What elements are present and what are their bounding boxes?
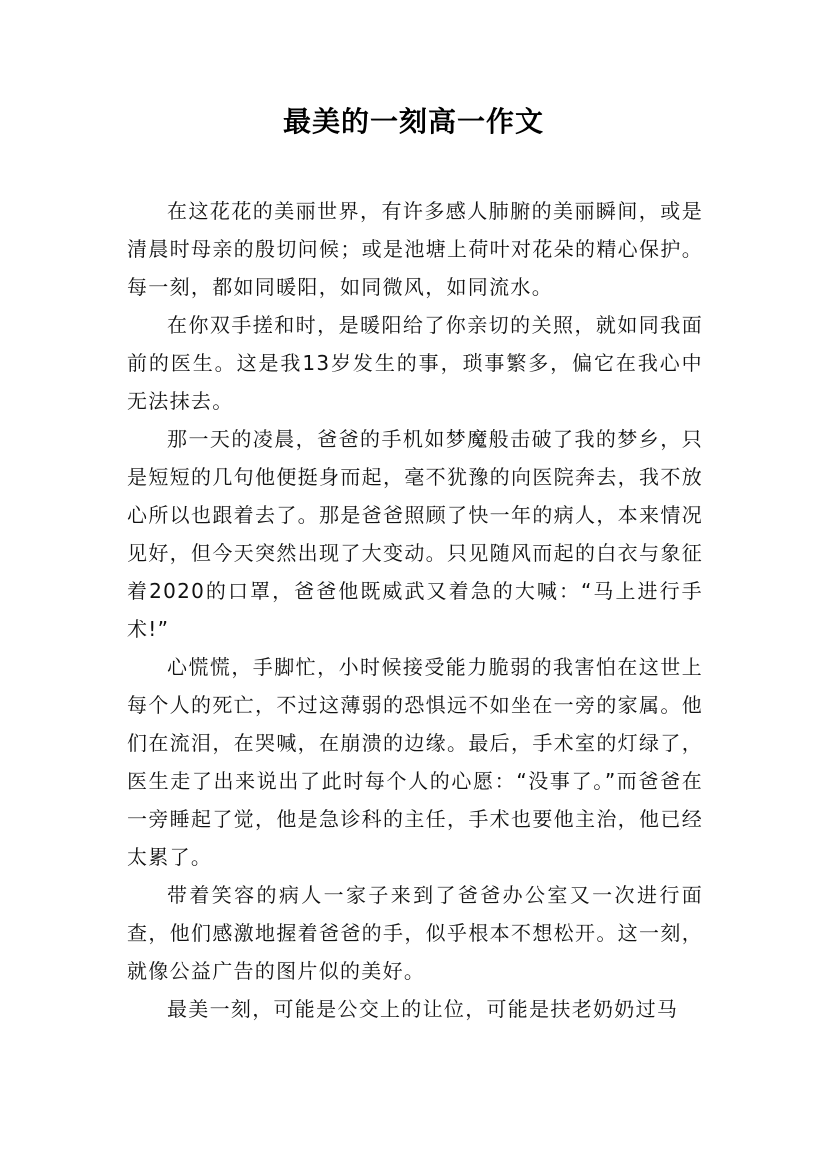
- paragraph-6: 最美一刻，可能是公交上的让位，可能是扶老奶奶过马: [167, 997, 679, 1021]
- paragraph-1: 在这花花的美丽世界，有许多感人肺腑的美丽瞬间，或是清晨时母亲的殷切问候；或是池塘上荷叶对花朵的精心保护。每一刻，都如同暖阳，如同微风，如同流水。: [127, 199, 703, 299]
- paragraph-4: 心慌慌，手脚忙，小时候接受能力脆弱的我害怕在这世上每个人的死亡，不过这薄弱的恐惧远不如坐在一旁的家属。他们在流泪，在哭喊，在崩溃的边缘。最后，手术室的灯绿了，医生走了出来说出了此时每个人的心愿：“没事了。”而爸爸在一旁睡起了觉，他是急诊科的主任，手术也要他主治，他已经太累了。: [127, 655, 703, 869]
- document-title: 最美的一刻高一作文: [282, 105, 544, 138]
- paragraph-2: 在你双手搓和时，是暖阳给了你亲切的关照，就如同我面前的医生。这是我13岁发生的事，琐事繁多，偏它在我心中无法抹去。: [127, 313, 703, 413]
- paragraph-5: 带着笑容的病人一家子来到了爸爸办公室又一次进行面查，他们感激地握着爸爸的手，似乎根本不想松开。这一刻，就像公益广告的图片似的美好。: [127, 883, 703, 983]
- document-body: [127, 192, 703, 1028]
- paragraph-3: 那一天的凌晨，爸爸的手机如梦魔般击破了我的梦乡，只是短短的几句他便挺身而起，毫不犹豫的向医院奔去，我不放心所以也跟着去了。那是爸爸照顾了快一年的病人，本来情况见好，但今天突然出现了大变动。只见随风而起的白衣与象征着2020的口罩，爸爸他既威武又着急的大喊：“马上进行手术!”: [127, 427, 703, 641]
